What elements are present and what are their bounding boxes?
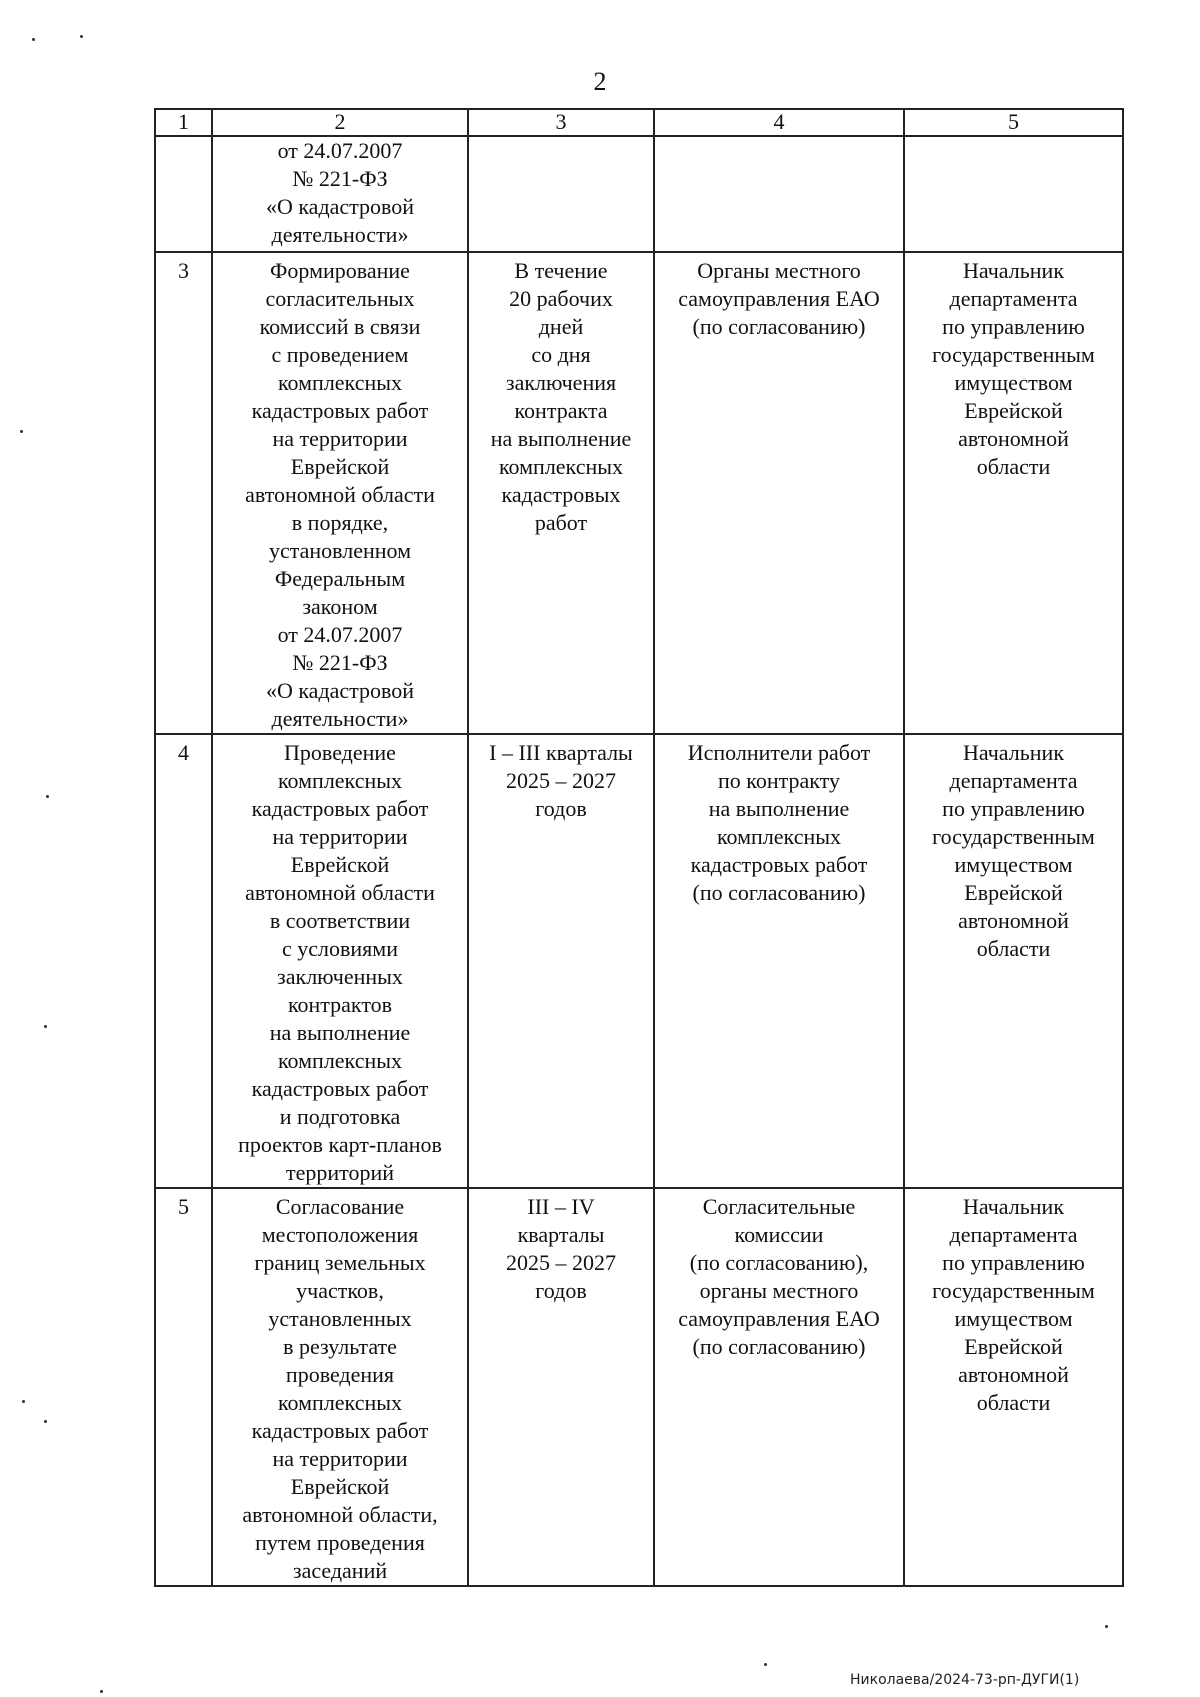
responsible-cell: Начальник департамента по управлению государственным имуществом Еврейской автономной области [904,252,1123,734]
column-header: 5 [904,109,1123,136]
scan-speck [80,35,83,38]
column-header: 2 [212,109,468,136]
term-cell: В течение 20 рабочих дней со дня заключения контракта на выполнение комплексных кадастровых работ [468,252,654,734]
page-number: 2 [593,67,607,96]
row-number-cell: 3 [155,252,212,734]
scan-speck [764,1663,767,1666]
term-cell: III – IV кварталы 2025 – 2027 годов [468,1188,654,1586]
executor-cell: Согласительные комиссии (по согласованию), органы местного самоуправления ЕАО (по согласованию) [654,1188,904,1586]
action-cell: Проведение комплексных кадастровых работ на территории Еврейской автономной области в соответствии с условиями заключенных контрактов на выполнение комплексных кадастровых работ и подготовка проектов карт-планов территорий [212,734,468,1188]
scan-speck [44,1025,47,1028]
executor-cell: Органы местного самоуправления ЕАО (по согласованию) [654,252,904,734]
column-header: 3 [468,109,654,136]
plan-table [154,108,1124,1587]
scan-speck [44,1420,47,1423]
table-header-row [155,109,1123,136]
responsible-cell: Начальник департамента по управлению государственным имуществом Еврейской автономной области [904,734,1123,1188]
executor-cell: Исполнители работ по контракту на выполнение комплексных кадастровых работ (по согласованию) [654,734,904,1188]
action-cell: Формирование согласительных комиссий в связи с проведением комплексных кадастровых работ на территории Еврейской автономной области в порядке, установленном Федеральным законом от 24.07.2007 № 221-ФЗ «О кадастровой деятельности» [212,252,468,734]
action-cell: Согласование местоположения границ земельных участков, установленных в результате проведения комплексных кадастровых работ на территории Еврейской автономной области, путем проведения заседаний [212,1188,468,1586]
column-header: 1 [155,109,212,136]
row-number-cell: 4 [155,734,212,1188]
responsible-cell [904,136,1123,252]
table-row [155,136,1123,252]
row-number-cell [155,136,212,252]
term-cell: I – III кварталы 2025 – 2027 годов [468,734,654,1188]
table-row [155,1188,1123,1586]
scan-speck [20,430,23,433]
scan-speck [46,795,49,798]
scan-speck [1105,1625,1108,1628]
responsible-cell: Начальник департамента по управлению государственным имуществом Еврейской автономной области [904,1188,1123,1586]
row-number-cell: 5 [155,1188,212,1586]
table-row [155,252,1123,734]
scan-speck [22,1400,25,1403]
action-cell: от 24.07.2007 № 221-ФЗ «О кадастровой деятельности» [212,136,468,252]
scan-speck [100,1690,103,1693]
scan-speck [32,38,35,41]
table-row [155,734,1123,1188]
column-header: 4 [654,109,904,136]
executor-cell [654,136,904,252]
document-code: Николаева/2024-73-рп-ДУГИ(1) [850,1672,1080,1688]
term-cell [468,136,654,252]
